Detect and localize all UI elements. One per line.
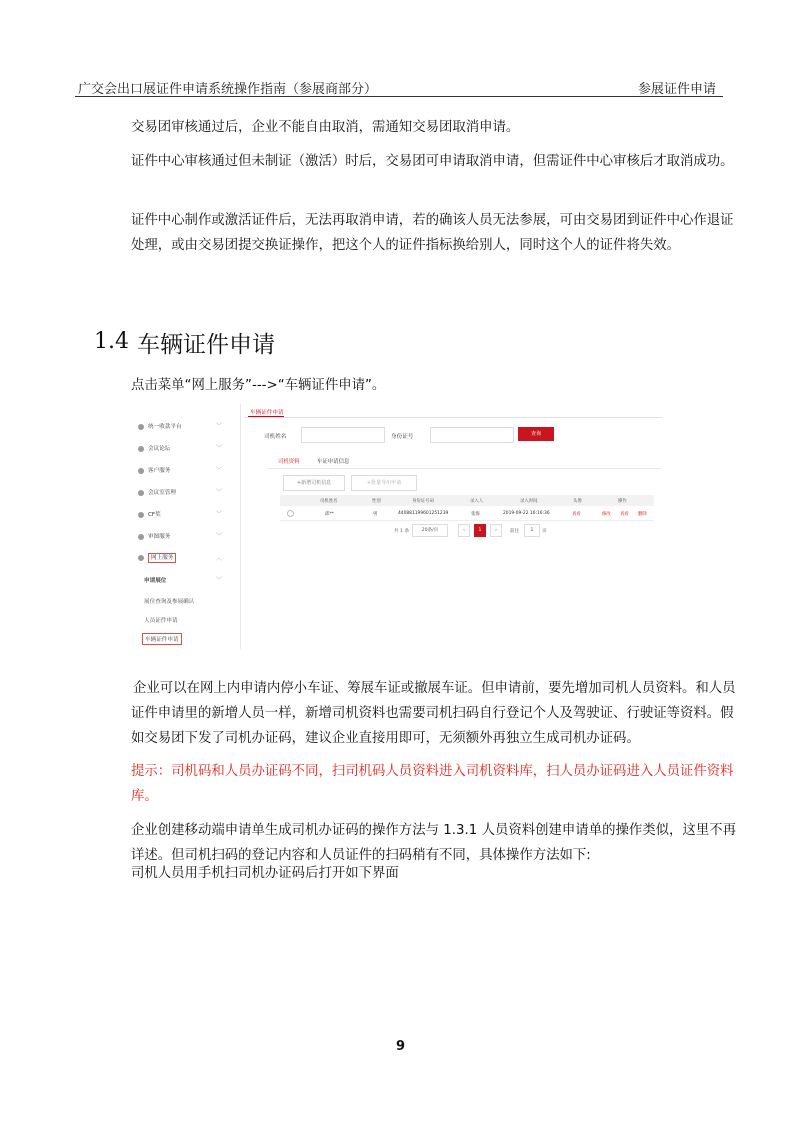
subtab-pass-info[interactable]: 车证申请信息 (317, 459, 350, 465)
paragraph-5: 企业可以在网上内申请内停小车证、筹展车证或撤展车证。但申请前，要先增加司机人员资料。和人员证件申请里的新增人员一样，新增司机资料也需要司机扫码自行登记个人及驾驶证、行驶证等资料。假如交易团下发了司机办证码，建议企业直接用即可，无须额外再独立生成司机办证码。 (131, 681, 736, 746)
sidebar-item[interactable]: CF奖 (138, 510, 161, 518)
batch-export-button[interactable]: +批量导出申请 (351, 475, 417, 491)
col-header: 性别 (372, 499, 381, 504)
chevron-up-icon[interactable]: ︿ (216, 555, 223, 562)
goto-page-input[interactable]: 1 (524, 524, 540, 537)
delete-link[interactable]: 删除 (638, 512, 647, 517)
tip-paragraph: 提示：司机码和人员办证码不同，扫司机码人员资料进入司机资料库，扫人员办证码进入人员证件资料库。 (131, 764, 734, 804)
sidebar-item[interactable]: 统一收款平台 (138, 422, 182, 430)
pagination-total: 共 1 条 (394, 529, 410, 534)
tab-divider (244, 417, 662, 418)
add-driver-button[interactable]: +新增司机信息 (283, 475, 345, 491)
table-cell-time: 2019-09-22 16:16:36 (503, 511, 550, 516)
paragraph-3: 证件中心制作或激活证件后，无法再取消申请，若的确该人员无法参展，可由交易团到证件中心作退证处理，或由交易团提交换证操作，把这个人的证件指标换给别人，同时这个人的证件将失效。 (131, 213, 734, 253)
sidebar-item[interactable]: 客户服务 (138, 466, 170, 474)
id-number-label: 身份证号 (391, 434, 414, 440)
page-current[interactable]: 1 (474, 524, 486, 537)
subtab-divider (268, 468, 662, 469)
table-cell-entered-by: 张海 (471, 512, 480, 517)
sidebar-subitem[interactable]: 展位查询及参展确认 (144, 599, 195, 605)
circle-icon (138, 490, 144, 496)
search-button[interactable]: 查询 (518, 427, 554, 441)
chevron-down-icon[interactable]: ﹀ (216, 489, 223, 496)
tab-vehicle-pass[interactable]: 车辆证件申请 (250, 410, 284, 416)
col-header: 录入人 (470, 499, 484, 504)
row-divider (280, 520, 654, 521)
circle-icon (138, 534, 144, 540)
col-header: 操作 (618, 499, 627, 504)
avatar-view-link[interactable]: 查看 (572, 512, 581, 517)
sidebar (132, 404, 241, 649)
sidebar-subgroup[interactable]: 申请展位 (144, 578, 167, 584)
paragraph-8: 司机人员用手机扫司机办证码后打开如下界面 (131, 866, 399, 881)
col-header: 头像 (573, 499, 582, 504)
header-section-title: 参展证件申请 (638, 82, 717, 97)
chevron-down-icon[interactable]: ﹀ (216, 511, 223, 518)
table-cell-gender: 男 (373, 512, 378, 517)
header-doc-title: 广交会出口展证件申请系统操作指南（参展商部分） (78, 82, 378, 97)
chevron-down-icon[interactable]: ﹀ (216, 445, 223, 452)
sidebar-item-online-service[interactable]: 网上服务 (138, 553, 176, 561)
sidebar-item[interactable]: 会议室管理 (138, 488, 176, 496)
header-divider (75, 96, 723, 97)
sidebar-subitem[interactable]: 人员证件申请 (144, 618, 178, 624)
circle-icon (138, 424, 144, 430)
tab-active-indicator (248, 416, 284, 417)
chevron-down-icon[interactable]: ﹀ (216, 577, 223, 584)
embedded-screenshot (132, 404, 662, 649)
goto-suffix: 页 (542, 529, 547, 534)
table-cell-id: 440881199601251239 (398, 511, 449, 516)
driver-name-input[interactable] (301, 427, 385, 443)
circle-icon (138, 512, 144, 518)
id-number-input[interactable] (430, 427, 514, 443)
edit-link[interactable]: 修改 (602, 512, 611, 517)
col-header: 司机姓名 (320, 499, 338, 504)
page-size-select[interactable]: 20条/页 (412, 524, 448, 537)
prev-page-icon[interactable]: ‹ (458, 524, 470, 537)
col-header: 录入时间 (520, 499, 538, 504)
sidebar-item[interactable]: 会议论坛 (138, 444, 170, 452)
section-title: 车辆证件申请 (137, 332, 275, 358)
chevron-down-icon[interactable]: ﹀ (216, 423, 223, 430)
subtab-driver-info[interactable]: 司机资料 (278, 459, 300, 465)
section-number: 1.4 (94, 329, 129, 354)
row-radio[interactable] (287, 510, 294, 517)
col-header: 身份证号码 (412, 499, 434, 504)
driver-name-label: 司机姓名 (264, 434, 287, 440)
table-cell-name: 邱** (325, 512, 334, 517)
paragraph-instruction: 点击菜单“网上服务”--->“车辆证件申请”。 (131, 378, 386, 393)
view-link[interactable]: 查看 (620, 512, 629, 517)
page-number: 9 (396, 1039, 406, 1054)
chevron-down-icon[interactable]: ﹀ (216, 533, 223, 540)
goto-label: 前往 (510, 529, 520, 534)
circle-icon (138, 555, 144, 561)
paragraph-2: 证件中心审核通过但未制证（激活）时后，交易团可申请取消申请，但需证件中心审核后才取消成功。 (131, 154, 734, 169)
paragraph-7: 企业创建移动端申请单生成司机办证码的操作方法与 1.3.1 人员资料创建申请单的操作类似，这里不再详述。但司机扫码的登记内容和人员证件的扫码稍有不同，具体操作方法如下: (131, 823, 736, 863)
circle-icon (138, 446, 144, 452)
chevron-down-icon[interactable]: ﹀ (216, 467, 223, 474)
paragraph-1: 交易团审核通过后，企业不能自由取消，需通知交易团取消申请。 (131, 120, 520, 135)
sidebar-subitem-vehicle[interactable]: 车辆证件申请 (142, 633, 182, 645)
next-page-icon[interactable]: › (490, 524, 502, 537)
circle-icon (138, 468, 144, 474)
sidebar-item[interactable]: 审图服务 (138, 532, 170, 540)
